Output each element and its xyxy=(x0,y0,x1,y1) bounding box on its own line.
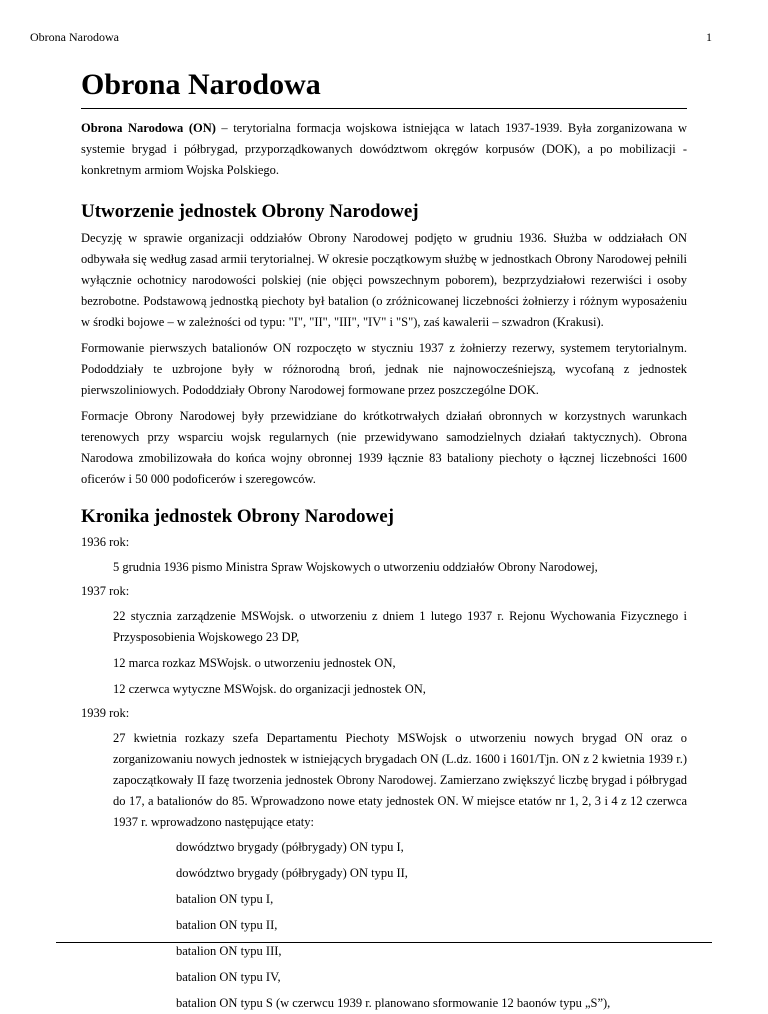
lead-paragraph xyxy=(81,118,687,181)
chronicle-entry: 27 kwietnia rozkazy szefa Departamentu Piechoty MSWojsk o utworzeniu nowych brygad ON oraz o zorganizowaniu nowych jednostek w istniejących brygadach ON (L.dz. 1600 i 1601/Tjn. ON z 2 kwietnia 1939 r.) zapoczątkowały II fazę tworzenia jednostek Obrony Narodowej. Zamierzano zwiększyć liczbę brygad i półbrygad do 17, a batalionów do 85. Wprowadzono nowe etaty jednostek ON. W miejsce etatów nr 1, 2, 3 i 4 z 12 czerwca 1937 r. wprowadzono następujące etaty: xyxy=(113,731,687,829)
article-content xyxy=(81,66,687,1014)
section1-paragraph: Formowanie pierwszych batalionów ON rozpoczęto w styczniu 1937 z żołnierzy rezerwy, systemem terytorialnym. Pododdziały te uzbrojone były w różnorodną broń, jednak nie najnowocześniejszą, wycofaną z jednostek pierwszoliniowych. Pododdziały Obrony Narodowej formowane przez poszczególne DOK. xyxy=(81,341,687,397)
etat-item: batalion ON typu I, xyxy=(176,892,274,906)
etat-item: dowództwo brygady (półbrygady) ON typu II, xyxy=(176,866,408,880)
etat-item: dowództwo brygady (półbrygady) ON typu I, xyxy=(176,840,404,854)
section-heading-kronika: Kronika jednostek Obrony Narodowej xyxy=(81,506,395,527)
lead-text: – terytorialna formacja wojskowa istniejąca w latach 1937-1939. Była zorganizowana w systemie brygad i półbrygad, przyporządkowanych dowództwom okręgów korpusów (DOK), a po mobilizacji - konkretnym armiom Wojska Polskiego. xyxy=(81,121,687,177)
etat-item: batalion ON typu II, xyxy=(176,918,278,932)
section-heading-utworzenie: Utworzenie jednostek Obrony Narodowej xyxy=(81,201,419,222)
header-title: Obrona Narodowa xyxy=(30,30,119,44)
section1-paragraph: Formacje Obrony Narodowej były przewidziane do krótkotrwałych działań obronnych w korzystnych warunkach terenowych przy wsparciu wojsk regularnych (nie przewidywano samodzielnych działań taktycznych). Obrona Narodowa zmobilizowała do końca wojny obronnej 1939 łącznie 83 bataliony piechoty o łącznej liczebności 1600 oficerów i 50 000 podoficerów i szeregowców. xyxy=(81,409,687,486)
etat-item: batalion ON typu III, xyxy=(176,944,282,958)
etat-item: batalion ON typu IV, xyxy=(176,970,281,984)
section1-paragraph: Decyzję w sprawie organizacji oddziałów Obrony Narodowej podjęto w grudniu 1936. Służba w oddziałach ON odbywała się według zasad armii terytorialnej. W okresie początkowym służbę w jednostkach Obrony Narodowej pełnili wyłącznie ochotnicy narodowości polskiej (nie objęci powszechnym poborem), bezprzydziałowi rezerwiści i osoby bezrobotne. Podstawową jednostką piechoty był batalion (o zróżnicowanej liczebności żołnierzy i różnym wyposażeniu w środki bojowe – w zależności od typu: "I", "II", "III", "IV" i "S"), zaś kawalerii – szwadron (Krakusi). xyxy=(81,231,687,329)
etat-item: batalion ON typu S (w czerwcu 1939 r. planowano sformowanie 12 baonów typu „S”), xyxy=(176,996,611,1010)
year-label-1939: 1939 rok: xyxy=(81,706,130,720)
chronicle-entry: 22 stycznia zarządzenie MSWojsk. o utworzeniu z dniem 1 lutego 1937 r. Rejonu Wychowania Fizycznego i Przysposobienia Wojskowego 23 DP, xyxy=(113,609,687,644)
chronicle-entry: 12 marca rozkaz MSWojsk. o utworzeniu jednostek ON, xyxy=(113,656,396,670)
chronicle-entry: 12 czerwca wytyczne MSWojsk. do organizacji jednostek ON, xyxy=(113,682,426,696)
lead-term: Obrona Narodowa (ON) xyxy=(81,121,216,135)
chronicle-entry: 5 grudnia 1936 pismo Ministra Spraw Wojskowych o utworzeniu oddziałów Obrony Narodowej, xyxy=(113,560,598,574)
running-header xyxy=(30,30,712,45)
page-title: Obrona Narodowa xyxy=(81,66,687,109)
year-label-1936: 1936 rok: xyxy=(81,535,130,549)
page-number: 1 xyxy=(706,30,712,44)
footer-divider xyxy=(56,942,712,943)
year-label-1937: 1937 rok: xyxy=(81,584,130,598)
